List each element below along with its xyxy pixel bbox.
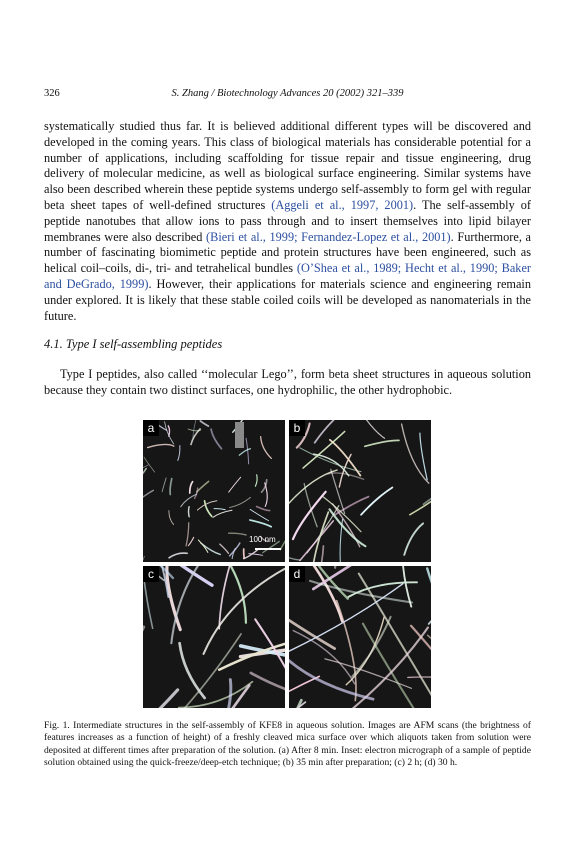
fiber-strand [246,438,249,464]
panel-label: a [143,420,159,436]
fiber-strand [162,478,166,492]
fiber-strand [191,429,200,445]
inset-micrograph [235,422,244,448]
fiber-strand [198,540,208,552]
fiber-strand [359,574,431,708]
paragraph-text: . Furthermore, a number of fascinating biomimetic peptide and protein structures have been engineered, such as helical coil–coils, di-, tri- and tetrahelical bundles [44,229,531,276]
scale-bar-label: 100 nm [249,535,276,544]
fiber-strand [255,475,257,486]
fiber-strand [352,617,390,677]
fiber-strand [313,566,336,568]
fiber-strand [322,627,428,708]
fiber-strand [178,446,180,461]
fiber-strand [293,631,354,684]
fiber-strand [365,440,399,446]
fiber-strand [197,481,209,492]
fiber-strand [190,482,193,493]
fiber-strand [195,488,198,498]
fiber-strand [143,556,144,562]
running-head: S. Zhang / Biotechnology Advances 20 (2002) 321–339 [171,88,404,99]
figure-caption: Fig. 1. Intermediate structures in the self-assembly of KFE8 in aqueous solution. Images are AFM scans (the brightness of features increases as a function of height) of a freshly cleaved mica surface over which aliquots taken from solution were deposited at different times after preparation of the solution. (a) After 8 min. Inset: electron micrograph of a sample of peptide solution obtained using the quick-freeze/deep-etch technique; (b) 35 min after preparation; (c) 2 h; (d) 30 h. [44,720,531,769]
fiber-strand [303,431,345,468]
fiber-strand [169,511,174,525]
fiber-strand [280,530,285,550]
fiber-strand [402,424,429,483]
fiber-strand [257,507,270,511]
fiber-strand [143,627,144,702]
fiber-strand [143,690,178,708]
page-header [44,88,531,102]
citation-link[interactable]: (O’Shea et al., 1989; Hecht et al., 1990; Baker and DeGrado, 1999) [44,261,532,291]
fiber-strand [189,507,190,517]
fiber-strand [255,619,285,708]
fiber-strand [214,509,225,510]
afm-image [289,420,431,562]
page-number: 326 [44,88,60,99]
fiber-strand [244,549,245,558]
body-paragraph-2: Type I peptides, also called ‘‘molecular Lego’’, form beta sheet structures in aqueous solution because they contain two distinct surfaces, one hydrophilic, the other hydrophobic. [44,367,531,397]
paragraph-text: systematically studied thus far. It is believed additional different types will be discovered and developed in the coming years. This class of biological materials has considerable potential for a number of applications, including scaffolding for tissue repair and tissue engineering, drug delivery of molecular medicine, as well as biological surface engineering. Similar systems have also been described wherein these peptide systems undergo self-assembly to form gel with regular beta sheet tapes of well-defined structures [44,119,531,212]
fiber-strand [186,685,249,708]
fiber-strand [261,437,272,459]
fiber-strand [361,487,392,514]
fiber-strand [251,673,285,707]
figure-panel-b [289,420,431,562]
fiber-strand [170,479,172,495]
afm-image [289,566,431,708]
fiber-strand [289,538,300,560]
section-heading: 4.1. Type I self-assembling peptides [44,337,223,351]
panel-label: b [289,420,305,436]
fiber-strand [186,523,189,546]
fiber-strand [229,497,250,507]
fiber-strand [229,477,241,492]
panel-label: c [143,566,159,582]
fiber-strand [167,566,180,630]
body-paragraph-1 [44,119,531,324]
fiber-strand [229,533,246,535]
figure-panel-d [289,566,431,708]
scale-bar [255,548,281,550]
fiber-strand [239,449,250,455]
fiber-strand [220,544,229,553]
fiber-strand [213,510,232,517]
fiber-strand [188,537,193,545]
fiber-strand [143,469,146,481]
afm-image [143,566,285,708]
fiber-strand [169,553,187,558]
citation-link[interactable]: (Aggeli et al., 1997, 2001) [271,197,414,212]
panel-label: d [289,566,305,582]
fiber-strand [250,520,271,527]
fiber-strand [355,420,385,438]
figure-panel-c [143,566,285,708]
fiber-strand [148,444,174,447]
figure-afm-images [143,420,431,708]
paragraph-text: . The self-assembly of peptide nanotubes that allow ions to pass through and to insert themselves into lipid bilayer membranes were also described [44,197,531,244]
fiber-strand [143,490,153,498]
figure-panel-a [143,420,285,562]
fiber-strand [230,543,240,556]
fiber-strand [410,502,431,515]
fiber-strand [200,421,208,426]
fiber-strand [404,523,423,554]
fiber-strand [330,509,366,546]
fiber-strand [250,509,269,520]
paragraph-text: . However, their applications for materials science and engineering remain under explored. It is likely that these stable coiled coils will be developed as nanomaterials in the future. [44,276,531,323]
fiber-strand [211,429,221,449]
fiber-strand [181,494,197,507]
fiber-strand [201,543,220,554]
citation-link[interactable]: (Bieri et al., 1999; Fernandez-Lopez et al., 2001) [206,229,451,244]
